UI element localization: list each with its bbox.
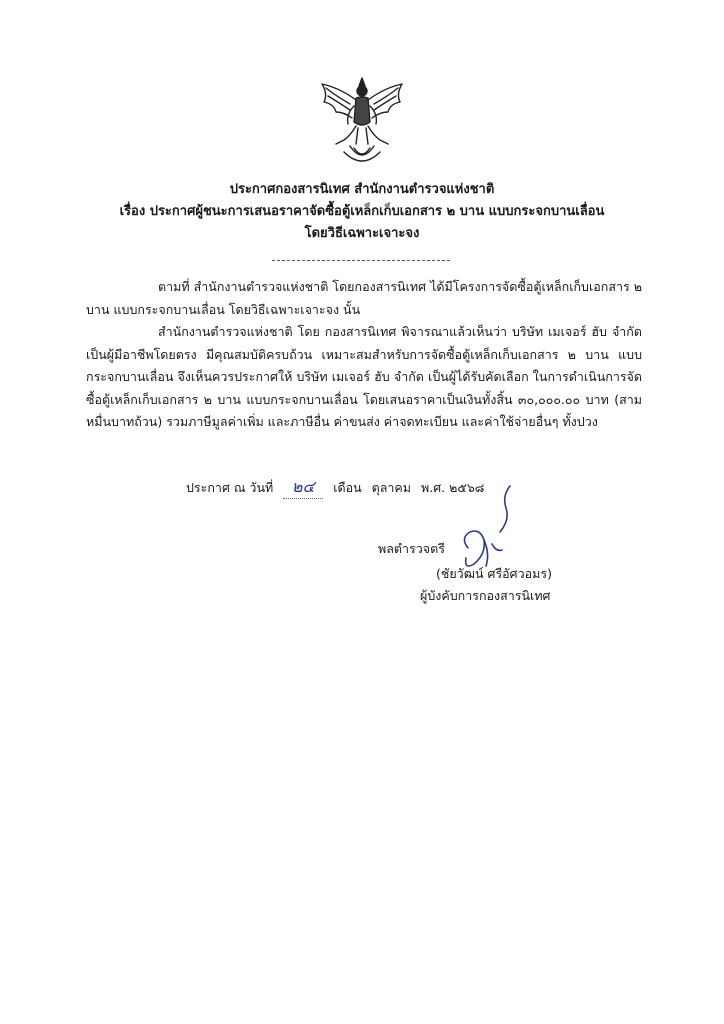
section-divider	[272, 260, 450, 261]
garuda-emblem-icon	[314, 74, 410, 170]
body-paragraph-2: สำนักงานตำรวจแห่งชาติ โดย กองสารนิเทศ พิจารณาแล้วเห็นว่า บริษัท เมเจอร์ ฮับ จำกัด เป็นผู้มีอาชีพโดยตรง มีคุณสมบัติครบถ้วน เหมาะสมสำหรับการจัดซื้อตู้เหล็กเก็บเอกสาร ๒ บาน แบบกระจกบานเลื่อน จึงเห็นควรประกาศให้ บริษัท เมเจอร์ ฮับ จำกัด เป็นผู้ได้รับคัดเลือก ในการดำเนินการจัดซื้อตู้เหล็กเก็บเอกสาร ๒ บาน แบบกระจกบานเลื่อน โดยเสนอราคาเป็นเงินทั้งสิ้น ๓๐,๐๐๐.๐๐ บาท (สามหมื่นบาทถ้วน) รวมภาษีมูลค่าเพิ่ม และภาษีอื่น ค่าขนส่ง ค่าจดทะเบียน และค่าใช้จ่ายอื่นๆ ทั้งปวง	[86, 324, 642, 429]
date-day: ๒๔	[283, 476, 323, 499]
announcement-issuer: ประกาศกองสารนิเทศ สำนักงานตำรวจแห่งชาติ	[229, 182, 495, 197]
date-prefix: ประกาศ ณ วันที่	[186, 480, 274, 495]
date-month-label: เดือน	[333, 480, 362, 495]
signatory-position: ผู้บังคับการกองสารนิเทศ	[420, 588, 551, 603]
handwritten-signature	[440, 484, 540, 574]
body-paragraph-1: ตามที่ สำนักงานตำรวจแห่งชาติ โดยกองสารนิเทศ ได้มีโครงการจัดซื้อตู้เหล็กเก็บเอกสาร ๒ บาน แบบกระจกบานเลื่อน โดยวิธีเฉพาะเจาะจง นั้น	[86, 279, 642, 317]
date-month: ตุลาคม	[371, 480, 412, 495]
signatory-name: (ชัยวัฒน์ ศรีอัศวอมร)	[436, 566, 552, 581]
date-year: พ.ศ. ๒๕๖๘	[421, 480, 485, 495]
announcement-subject: เรื่อง ประกาศผู้ชนะการเสนอราคาจัดซื้อตู้เหล็กเก็บเอกสาร ๒ บาน แบบกระจกบานเลื่อน	[119, 204, 605, 219]
procurement-method: โดยวิธีเฉพาะเจาะจง	[304, 226, 420, 241]
signatory-rank: พลตำรวจตรี	[378, 541, 445, 556]
